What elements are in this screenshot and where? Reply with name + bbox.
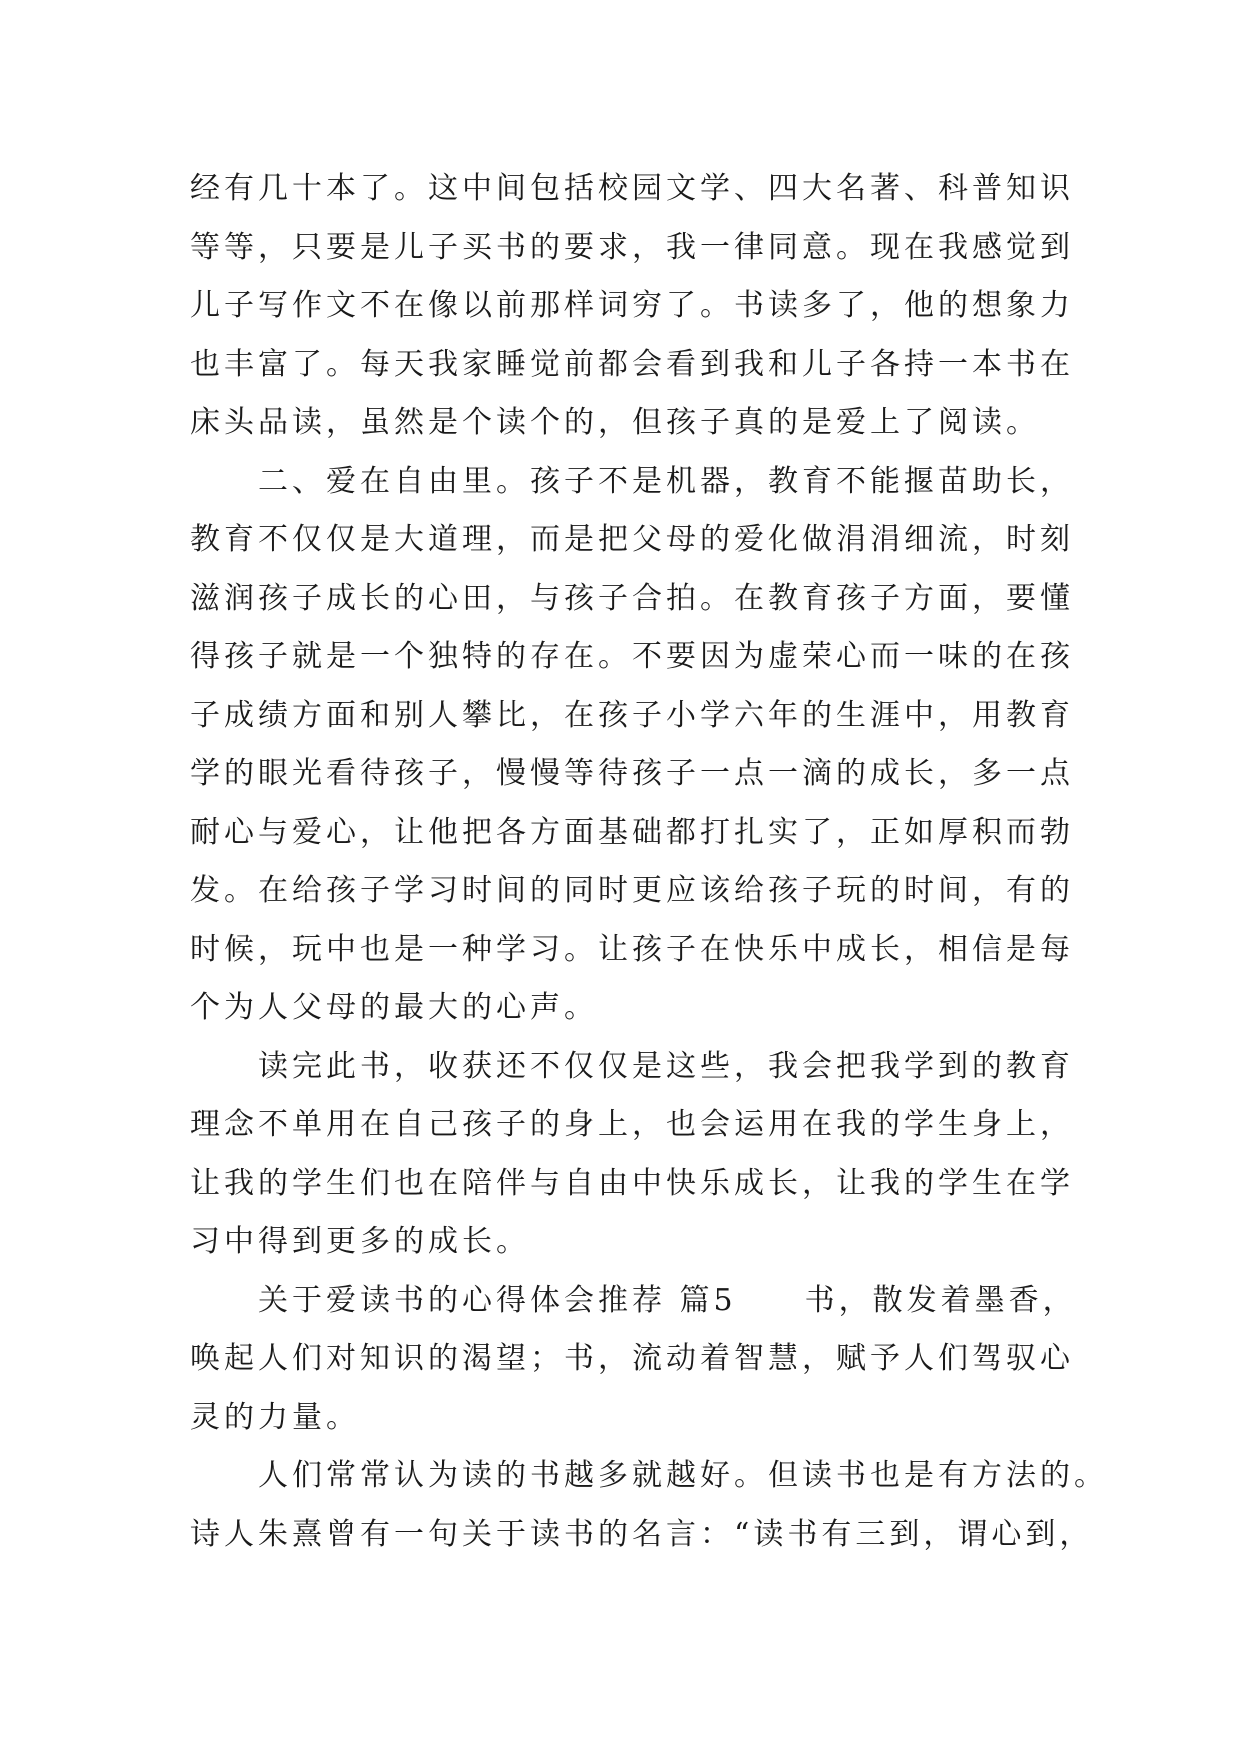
text-line: 耐心与爱心，让他把各方面基础都打扎实了，正如厚积而勃 — [190, 814, 1074, 850]
text-line: 关于爱读书的心得体会推荐 篇5 书，散发着墨香， — [258, 1282, 1077, 1318]
text-line: 得孩子就是一个独特的存在。不要因为虚荣心而一味的在孩 — [190, 639, 1074, 674]
text-line: 唤起人们对知识的渴望；书，流动着智慧，赋予人们驾驭心 — [190, 1341, 1074, 1376]
text-line: 发。在给孩子学习时间的同时更应该给孩子玩的时间，有的 — [190, 873, 1074, 908]
text-line: 教育不仅仅是大道理，而是把父母的爱化做涓涓细流，时刻 — [190, 522, 1074, 557]
text-line: 诗人朱熹曾有一句关于读书的名言：“读书有三到，谓心到， — [190, 1516, 1094, 1552]
text-line: 时候，玩中也是一种学习。让孩子在快乐中成长，相信是每 — [190, 931, 1074, 967]
text-line: 子成绩方面和别人攀比，在孩子小学六年的生涯中，用教育 — [190, 697, 1074, 733]
text-line: 床头品读，虽然是个读个的，但孩子真的是爱上了阅读。 — [190, 405, 1040, 440]
text-line: 滋润孩子成长的心田，与孩子合拍。在教育孩子方面，要懂 — [190, 580, 1074, 616]
text-line: 理念不单用在自己孩子的身上，也会运用在我的学生身上， — [190, 1107, 1074, 1142]
text-line: 个为人父母的最大的心声。 — [190, 990, 598, 1025]
text-line: 经有几十本了。这中间包括校园文学、四大名著、科普知识 — [190, 171, 1074, 206]
text-line: 读完此书，收获还不仅仅是这些，我会把我学到的教育 — [258, 1048, 1074, 1084]
text-line: 等等，只要是儿子买书的要求，我一律同意。现在我感觉到 — [190, 229, 1074, 265]
text-line: 儿子写作文不在像以前那样词穷了。书读多了，他的想象力 — [190, 288, 1074, 323]
text-line: 二、爱在自由里。孩子不是机器，教育不能揠苗助长， — [258, 463, 1074, 499]
text-line: 习中得到更多的成长。 — [190, 1224, 530, 1259]
text-line: 人们常常认为读的书越多就越好。但读书也是有方法的。 — [258, 1458, 1108, 1493]
text-line: 灵的力量。 — [190, 1399, 360, 1435]
document-body — [190, 160, 1108, 1564]
text-line: 让我的学生们也在陪伴与自由中快乐成长，让我的学生在学 — [190, 1165, 1074, 1201]
text-line: 也丰富了。每天我家睡觉前都会看到我和儿子各持一本书在 — [190, 346, 1074, 382]
text-line: 学的眼光看待孩子，慢慢等待孩子一点一滴的成长，多一点 — [190, 756, 1074, 791]
